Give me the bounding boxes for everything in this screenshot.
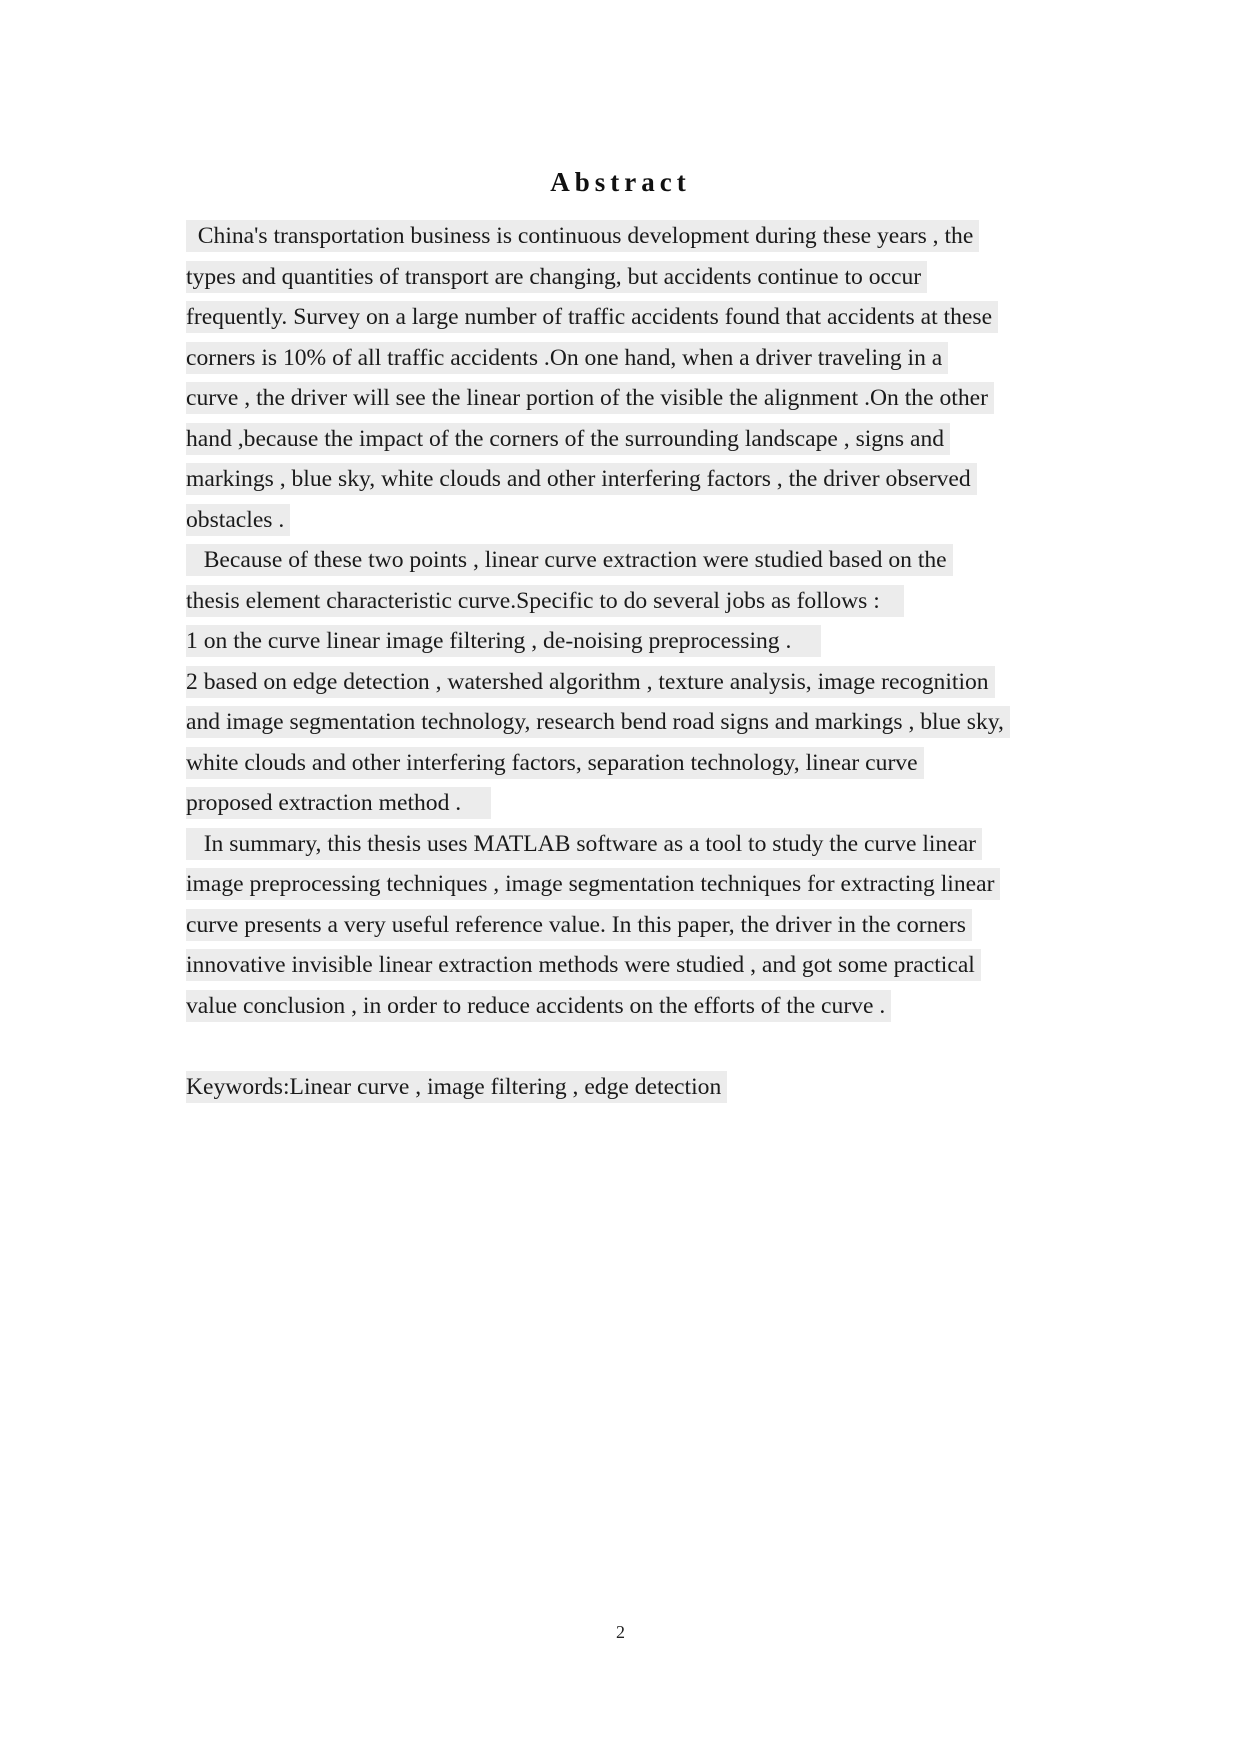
abstract-line-text: 2 based on edge detection , watershed algorithm , texture analysis, image recognition — [186, 666, 995, 698]
abstract-line-text: white clouds and other interfering factors, separation technology, linear curve — [186, 747, 924, 779]
abstract-line-text: thesis element characteristic curve.Specific to do several jobs as follows : — [186, 585, 904, 617]
abstract-body — [186, 216, 1086, 1107]
keywords-line — [186, 1067, 1086, 1108]
abstract-line — [186, 864, 1086, 905]
abstract-line — [186, 419, 1086, 460]
abstract-line — [186, 743, 1086, 784]
abstract-line — [186, 824, 1086, 865]
abstract-line-text: 1 on the curve linear image filtering , de-noising preprocessing . — [186, 625, 821, 657]
abstract-line — [186, 338, 1086, 379]
paragraph-gap — [186, 1026, 1086, 1067]
abstract-line — [186, 581, 1086, 622]
abstract-line — [186, 662, 1086, 703]
abstract-line-text: frequently. Survey on a large number of traffic accidents found that accidents at these — [186, 301, 998, 333]
abstract-line — [186, 459, 1086, 500]
abstract-line — [186, 540, 1086, 581]
abstract-line — [186, 783, 1086, 824]
abstract-line-text: image preprocessing techniques , image segmentation techniques for extracting linear — [186, 868, 1000, 900]
abstract-line — [186, 297, 1086, 338]
page-number: 2 — [616, 1622, 625, 1642]
abstract-line-text: markings , blue sky, white clouds and other interfering factors , the driver observed — [186, 463, 977, 495]
keywords-text: Keywords:Linear curve , image filtering , edge detection — [186, 1071, 727, 1103]
abstract-line — [186, 257, 1086, 298]
abstract-line — [186, 986, 1086, 1027]
abstract-line — [186, 621, 1086, 662]
abstract-line — [186, 702, 1086, 743]
abstract-line — [186, 905, 1086, 946]
abstract-title: Abstract — [550, 167, 691, 197]
abstract-line — [186, 378, 1086, 419]
abstract-line-text: innovative invisible linear extraction methods were studied , and got some practical — [186, 949, 981, 981]
abstract-line-text: Because of these two points , linear curve extraction were studied based on the — [186, 544, 953, 576]
abstract-line-text: curve presents a very useful reference value. In this paper, the driver in the corners — [186, 909, 972, 941]
abstract-line-text: obstacles . — [186, 504, 290, 536]
abstract-line — [186, 945, 1086, 986]
abstract-line-text: hand ,because the impact of the corners of the surrounding landscape , signs and — [186, 423, 950, 455]
abstract-line-text: curve , the driver will see the linear portion of the visible the alignment .On the other — [186, 382, 994, 414]
abstract-line-text: and image segmentation technology, research bend road signs and markings , blue sky, — [186, 706, 1010, 738]
abstract-line — [186, 500, 1086, 541]
abstract-line-text: China's transportation business is continuous development during these years , the — [186, 220, 979, 252]
abstract-line-text: types and quantities of transport are changing, but accidents continue to occur — [186, 261, 927, 293]
abstract-line-text: proposed extraction method . — [186, 787, 491, 819]
abstract-line-text: corners is 10% of all traffic accidents .On one hand, when a driver traveling in a — [186, 342, 948, 374]
abstract-line-text: In summary, this thesis uses MATLAB software as a tool to study the curve linear — [186, 828, 982, 860]
abstract-line — [186, 216, 1086, 257]
abstract-line-text: value conclusion , in order to reduce accidents on the efforts of the curve . — [186, 990, 891, 1022]
